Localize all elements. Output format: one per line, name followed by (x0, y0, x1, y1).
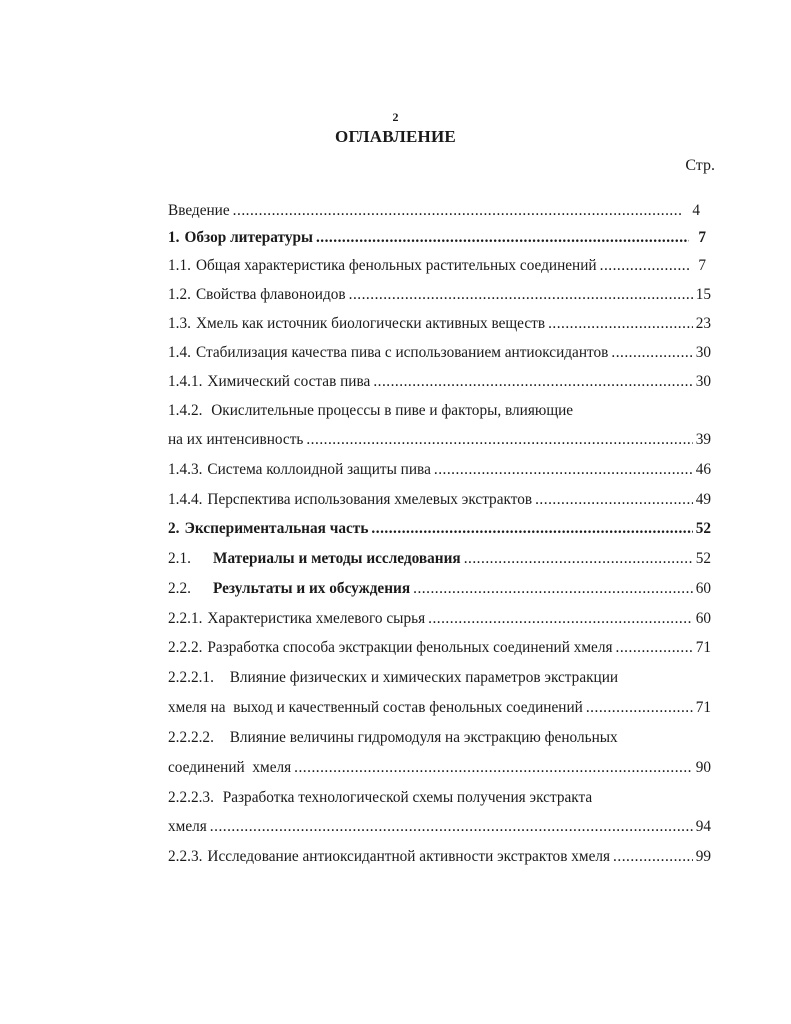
toc-entry-2-2-3 (168, 847, 711, 867)
toc-entry-page: 52 (695, 550, 711, 567)
toc-entry-number: 2.2.2.3. (168, 789, 214, 806)
toc-entry-page: 4 (692, 202, 700, 219)
toc-entry-text: Обзор литературы (184, 229, 313, 246)
toc-entry-number: 1.4.4. (168, 491, 203, 508)
toc-entry-1-1 (168, 256, 706, 276)
toc-entry-page: 23 (695, 315, 711, 332)
page-title: ОГЛАВЛЕНИЕ (335, 127, 456, 146)
toc-entry-page: 52 (695, 520, 711, 537)
toc-entry-page: 90 (695, 759, 711, 776)
page-number: 2 (392, 110, 399, 124)
toc-entry-text-continued: на их интенсивность (168, 431, 304, 448)
toc-entry-text: Общая характеристика фенольных растительных соединений (195, 257, 597, 274)
toc-entry-page: 99 (695, 848, 711, 865)
toc-entry-page: 30 (695, 344, 711, 361)
toc-entry-text: Влияние величины гидромодуля на экстракцию фенольных (229, 729, 618, 746)
toc-entry-1-4-2-line1 (168, 401, 573, 421)
toc-entry-number: 1.2. (168, 286, 191, 303)
toc-entry-text: Введение (168, 202, 230, 219)
toc-entry-2-2-2 (168, 638, 711, 658)
toc-entry-2-2 (168, 579, 711, 599)
toc-entry-text: Свойства флавоноидов (195, 286, 346, 303)
toc-entry-text: Результаты и их обсуждения (213, 580, 411, 597)
toc-entry-text: Химический состав пива (207, 373, 371, 390)
toc-entry-number: 1.4.3. (168, 461, 203, 478)
toc-entry-2-2-1 (168, 609, 711, 629)
toc-entry-1-3 (168, 314, 711, 334)
toc-entry-page: 60 (695, 610, 711, 627)
toc-entry-text: Перспектива использования хмелевых экстрактов (207, 491, 533, 508)
toc-entry-text: Система коллоидной защиты пива (207, 461, 431, 478)
toc-entry-number: 2.2.2. (168, 639, 203, 656)
toc-entry-2 (168, 519, 711, 539)
toc-entry-text: Материалы и методы исследования (213, 550, 461, 567)
toc-entry-page: 71 (695, 699, 711, 716)
toc-entry-2-1 (168, 549, 711, 569)
toc-entry-page: 30 (695, 373, 711, 390)
toc-entry-text: Экспериментальная часть (184, 520, 369, 537)
toc-entry-1-4-3 (168, 460, 711, 480)
toc-entry-page: 46 (695, 461, 711, 478)
toc-entry-text: Окислительные процессы в пиве и факторы, влияющие (211, 402, 574, 419)
toc-entry-number: 2.1. (168, 550, 191, 567)
toc-entry-number: 1. (168, 229, 180, 246)
toc-entry-text: Разработка способа экстракции фенольных соединений хмеля (207, 639, 613, 656)
toc-entry-1-4 (168, 343, 711, 363)
toc-entry-1-4-2 (168, 430, 711, 450)
toc-entry-2-2-2-3 (168, 817, 711, 837)
toc-entry-number: 1.4.1. (168, 373, 203, 390)
toc-entry-text: Хмель как источник биологически активных веществ (195, 315, 546, 332)
toc-entry-number: 1.3. (168, 315, 191, 332)
toc-entry-page: 71 (695, 639, 711, 656)
toc-entry-number: 1.4.2. (168, 402, 203, 419)
toc-entry-1-2 (168, 285, 711, 305)
toc-entry-number: 2.2.3. (168, 848, 203, 865)
toc-entry-number: 1.1. (168, 257, 191, 274)
toc-entry-1-4-4 (168, 490, 711, 510)
toc-entry-text: Стабилизация качества пива с использованием антиоксидантов (195, 344, 609, 361)
toc-entry-page: 15 (695, 286, 711, 303)
toc-entry-number: 2.2.2.2. (168, 729, 214, 746)
toc-entry-number: 2.2. (168, 580, 191, 597)
toc-entry-1 (168, 228, 706, 248)
toc-entry-2-2-2-3-line1 (168, 788, 592, 808)
toc-entry-page: 39 (695, 431, 711, 448)
toc-entry-number: 2.2.1. (168, 610, 203, 627)
toc-entry-number: 2.2.2.1. (168, 669, 214, 686)
toc-entry-page: 7 (698, 229, 706, 246)
toc-entry-number: 1.4. (168, 344, 191, 361)
toc-entry-page: 94 (695, 818, 711, 835)
toc-entry-text: Разработка технологической схемы получения экстракта (222, 789, 593, 806)
toc-entry-text-continued: хмеля (168, 818, 207, 835)
toc-entry-text: Исследование антиоксидантной активности экстрактов хмеля (207, 848, 611, 865)
toc-entry-page: 49 (695, 491, 711, 508)
toc-entry-text: Влияние физических и химических параметров экстракции (229, 669, 619, 686)
toc-entry-page: 60 (695, 580, 711, 597)
toc-entry-1-4-1 (168, 372, 711, 392)
page-column-label: Стр. (685, 157, 715, 174)
toc-entry-2-2-2-1 (168, 698, 711, 718)
toc-entry-2-2-2-2-line1 (168, 728, 618, 748)
toc-entry-2-2-2-1-line1 (168, 668, 618, 688)
toc-entry-number: 2. (168, 520, 180, 537)
toc-entry-text-continued: хмеля на выход и качественный состав фенольных соединений (168, 699, 583, 716)
toc-entry-text: Характеристика хмелевого сырья (207, 610, 426, 627)
toc-entry-text-continued: соединений хмеля (168, 759, 292, 776)
toc-entry-introduction (168, 201, 700, 221)
toc-entry-2-2-2-2 (168, 758, 711, 778)
toc-entry-page: 7 (698, 257, 706, 274)
